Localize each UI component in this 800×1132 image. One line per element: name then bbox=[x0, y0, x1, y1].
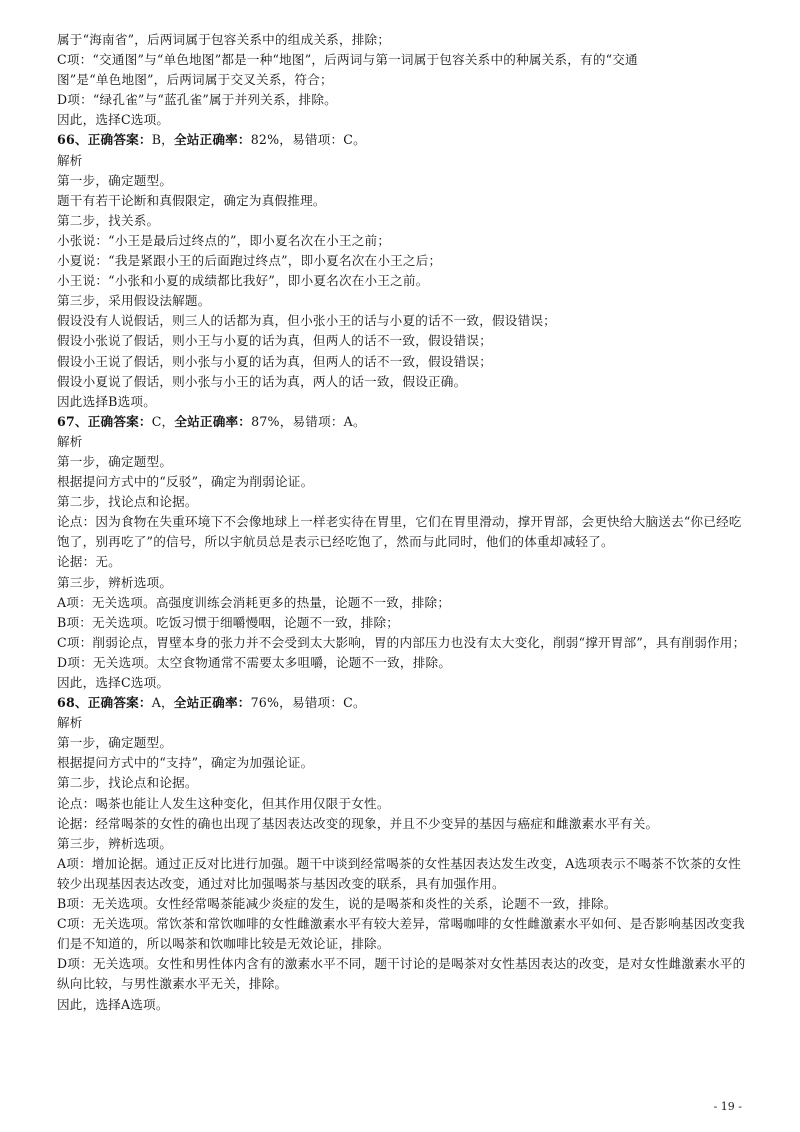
text-line: 图”是“单色地图”，后两词属于交叉关系，符合； bbox=[57, 72, 333, 88]
text-line: 第三步，辨析选项。 bbox=[57, 835, 173, 851]
page-number: - 19 - bbox=[713, 1100, 742, 1113]
rate-label: 全站正确率： bbox=[174, 413, 252, 429]
q68-answer-line bbox=[57, 693, 747, 713]
text-line: 假设小王说了假话，则小张与小夏的话为真，但两人的话不一致，假设错误； bbox=[57, 353, 492, 369]
document-page bbox=[57, 30, 747, 1015]
text-line: 因此，选择C选项。 bbox=[57, 675, 170, 690]
text-line: 小王说：“小张和小夏的成绩都比我好”，即小夏名次在小王之前。 bbox=[57, 273, 429, 289]
q68-analysis-body bbox=[57, 733, 747, 1014]
text-line: D项：无关选项。女性和男性体内含有的激素水平不同，题干讨论的是喝茶对女性基因表达的改变，是对女性雌激素水平的纵向比较，与男性激素水平无关，排除。 bbox=[57, 956, 746, 992]
answer-value: A， bbox=[151, 695, 174, 711]
analysis-heading: 解析 bbox=[57, 715, 83, 731]
answer-label: 正确答案： bbox=[87, 132, 152, 148]
text-line: 第二步，找论点和论据。 bbox=[57, 494, 198, 510]
text-line: 第三步，辨析选项。 bbox=[57, 574, 173, 590]
text-line: A项：增加论据。通过正反对比进行加强。题干中谈到经常喝茶的女性基因表达发生改变，A选项表示不喝茶不饮茶的女性较少出现基因表达改变，通过对比加强喝茶与基因改变的联系，具有加强作用。 bbox=[57, 855, 741, 891]
text-line: B项：无关选项。吃饭习惯于细嚼慢咽，论题不一致，排除； bbox=[57, 614, 400, 630]
text-line: 题干有若干论断和真假限定，确定为真假推理。 bbox=[57, 192, 326, 208]
text-line: 小夏说：“我是紧跟小王的后面跑过终点”，即小夏名次在小王之后； bbox=[57, 253, 442, 269]
text-line: D项：无关选项。太空食物通常不需要太多咀嚼，论题不一致，排除。 bbox=[57, 654, 452, 670]
text-line: 第二步，找关系。 bbox=[57, 212, 160, 228]
text-line: 论据：无。 bbox=[57, 554, 121, 570]
rate-value: 82%，易错项：C。 bbox=[250, 132, 366, 148]
text-line: 论点：因为食物在失重环境下不会像地球上一样老实待在胃里，它们在胃里滑动，撑开胃部，会更快给大脑送去“你已经吃饱了，别再吃了”的信号，所以宇航员总是表示已经吃饱了，然而与此同时，他们的体重却减轻了。 bbox=[57, 514, 742, 550]
q66-answer-line bbox=[57, 130, 747, 150]
text-line: 根据提问方式中的“支持”，确定为加强论证。 bbox=[57, 755, 314, 771]
analysis-heading: 解析 bbox=[57, 152, 83, 168]
rate-value: 76%，易错项：C。 bbox=[250, 695, 366, 711]
text-line: 第一步，确定题型。 bbox=[57, 172, 173, 188]
text-line: A项：无关选项。高强度训练会消耗更多的热量，论题不一致，排除； bbox=[57, 594, 451, 610]
text-line: C项：“交通图”与“单色地图”都是一种“地图”，后两词与第一词属于包容关系中的种属关系，有的“交通 bbox=[57, 52, 638, 68]
answer-value: C， bbox=[151, 413, 175, 429]
text-line: 因此，选择A选项。 bbox=[57, 996, 169, 1012]
answer-label: 正确答案： bbox=[87, 695, 152, 711]
text-line: C项：削弱论点，胃壁本身的张力并不会受到太大影响，胃的内部压力也没有太大变化，削弱“撑开胃部”，具有削弱作用； bbox=[57, 634, 746, 650]
q67-analysis-body bbox=[57, 452, 747, 693]
text-line: 因此，选择C选项。 bbox=[57, 112, 170, 128]
text-line: 论据：经常喝茶的女性的确也出现了基因表达改变的现象，并且不少变异的基因与癌症和雌激素水平有关。 bbox=[57, 815, 659, 831]
text-line: 假设没有人说假话，则三人的话都为真，但小张小王的话与小夏的话不一致，假设错误； bbox=[57, 313, 556, 329]
text-line: B项：无关选项。女性经常喝茶能减少炎症的发生，说的是喝茶和炎性的关系，论题不一致，排除。 bbox=[57, 896, 617, 912]
analysis-heading: 解析 bbox=[57, 433, 83, 449]
text-line: 第一步，确定题型。 bbox=[57, 453, 173, 469]
text-line: C项：无关选项。常饮茶和常饮咖啡的女性雌激素水平有较大差异，常喝咖啡的女性雌激素水平如何、是否影响基因改变我们是不知道的，所以喝茶和饮咖啡比较是无效论证，排除。 bbox=[57, 916, 745, 952]
text-line: 因此选择B选项。 bbox=[57, 393, 157, 409]
answer-label: 正确答案： bbox=[87, 413, 152, 429]
text-line: 第一步，确定题型。 bbox=[57, 735, 173, 751]
answer-value: B， bbox=[151, 132, 174, 148]
text-line: 小张说：“小王是最后过终点的”，即小夏名次在小王之前； bbox=[57, 232, 391, 248]
text-line: D项：“绿孔雀”与“蓝孔雀”属于并列关系，排除。 bbox=[57, 92, 337, 108]
text-line: 假设小张说了假话，则小王与小夏的话为真，但两人的话不一致，假设错误； bbox=[57, 333, 492, 349]
q66-analysis-body bbox=[57, 171, 747, 412]
q67-answer-line bbox=[57, 412, 747, 432]
rate-label: 全站正确率： bbox=[173, 695, 251, 711]
text-line: 论点：喝茶也能让人发生这种变化，但其作用仅限于女性。 bbox=[57, 795, 390, 811]
question-number: 66、 bbox=[57, 132, 88, 148]
question-number: 67、 bbox=[57, 413, 88, 429]
text-line: 假设小夏说了假话，则小张与小王的话为真，两人的话一致，假设正确。 bbox=[57, 373, 467, 389]
question-number: 68、 bbox=[57, 695, 88, 711]
text-line: 第三步，采用假设法解题。 bbox=[57, 293, 211, 309]
text-line: 属于“海南省”，后两词属于包容关系中的组成关系，排除； bbox=[57, 32, 391, 47]
rate-value: 87%，易错项：A。 bbox=[251, 413, 366, 429]
text-line: 第二步，找论点和论据。 bbox=[57, 775, 198, 791]
text-line: 根据提问方式中的“反驳”，确定为削弱论证。 bbox=[57, 474, 314, 490]
rate-label: 全站正确率： bbox=[173, 132, 251, 148]
